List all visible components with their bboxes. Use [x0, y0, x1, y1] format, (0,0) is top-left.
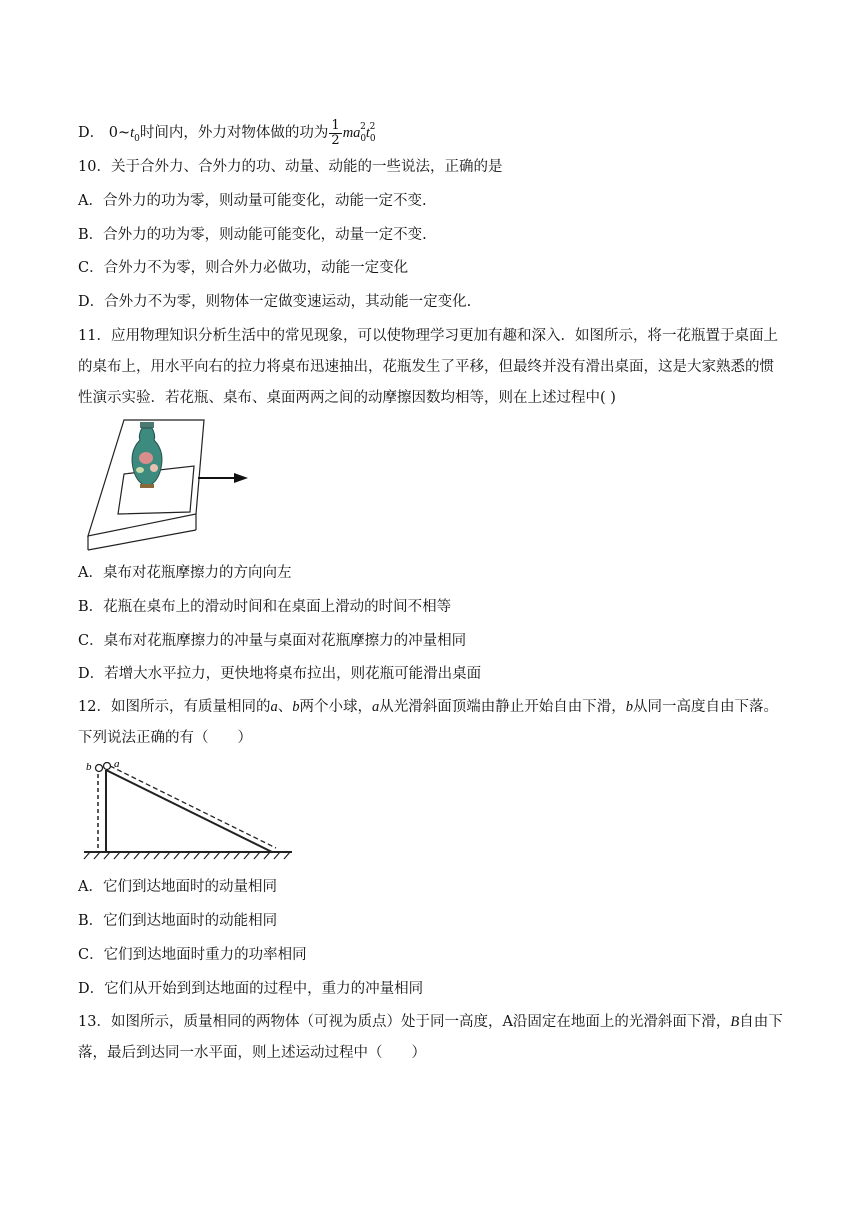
t0-symbol: t	[130, 125, 135, 141]
q12-option-a: A．它们到达地面时的动量相同	[78, 879, 277, 895]
time-symbol: t	[365, 125, 370, 141]
q12-stem: 12．如图所示，有质量相同的a、b两个小球，a从光滑斜面顶端由静止开始自由下滑，b从同一高度自由下落。下列说法正确的有（ ）	[78, 699, 778, 746]
accel-symbol: a	[353, 125, 361, 141]
q9-option-d	[78, 117, 375, 149]
q10-stem: 10．关于合外力、合外力的功、动量、动能的一些说法，正确的是	[78, 159, 503, 175]
time-subscript: 0	[369, 133, 376, 144]
option-label: D．	[78, 125, 105, 141]
q13-stem: 13．如图所示，质量相同的两物体（可视为质点）处于同一高度，A沿固定在地面上的光滑斜面下滑，B自由下落，最后到达同一水平面，则上述运动过程中（ ）	[78, 1014, 783, 1061]
object-b-symbol: B	[730, 1014, 740, 1030]
q10-option-a: A．合外力的功为零，则动量可能变化，动能一定不变.	[78, 193, 427, 209]
mass-symbol: m	[342, 125, 354, 141]
label-b: b	[86, 761, 92, 773]
accel-subscript: 0	[360, 133, 367, 144]
q12-option-c: C．它们到达地面时重力的功率相同	[78, 947, 307, 963]
q10-option-c: C．合外力不为零，则合外力必做功，动能一定变化	[78, 260, 409, 276]
ball-b-icon	[96, 765, 103, 772]
q10-option-b: B．合外力的功为零，则动能可能变化，动量一定不变.	[78, 227, 427, 243]
fraction-half: $\frac{1}{2}$	[331, 117, 340, 148]
q11-option-c: C．桌布对花瓶摩擦力的冲量与桌面对花瓶摩擦力的冲量相同	[78, 633, 467, 649]
accel-superscript: 2	[360, 122, 366, 132]
arrow-right-icon	[234, 473, 248, 483]
q12-option-b: B．它们到达地面时的动能相同	[78, 913, 278, 929]
q12-option-d: D．它们从开始到到达地面的过程中，重力的冲量相同	[78, 981, 424, 997]
time-superscript: 2	[369, 122, 376, 132]
q10-option-d: D．合外力不为零，则物体一定做变速运动，其动能一定变化.	[78, 294, 472, 310]
ball-b-symbol: b	[292, 699, 300, 715]
ground-hatching	[84, 852, 290, 859]
q11-stem: 11．应用物理知识分析生活中的常见现象，可以使物理学习更加有趣和深入．如图所示，将一花瓶置于桌面上的桌布上，用水平向右的拉力将桌布迅速抽出，花瓶发生了平移，但最终并没有滑出桌面，这是大家熟悉的惯性演示实验．若花瓶、桌布、桌面两两之间的动摩擦因数均相等，则在上述过程中( )	[78, 328, 778, 406]
label-a: a	[114, 760, 120, 770]
ball-a-icon	[104, 763, 111, 770]
option-text: 时间内，外力对物体做的功为	[139, 125, 329, 141]
vase-tablecloth-figure	[84, 418, 254, 552]
range-tilde: ~	[117, 125, 131, 141]
q11-option-a: A．桌布对花瓶摩擦力的方向向左	[78, 565, 292, 581]
ball-a-symbol: a	[270, 699, 278, 715]
q11-option-b: B．花瓶在桌布上的滑动时间和在桌面上滑动的时间不相等	[78, 599, 452, 615]
range-start: 0	[108, 125, 118, 141]
q11-option-d: D．若增大水平拉力，更快地将桌布拉出，则花瓶可能滑出桌面	[78, 666, 482, 682]
incline-figure	[80, 760, 294, 860]
t0-subscript: 0	[134, 133, 140, 144]
